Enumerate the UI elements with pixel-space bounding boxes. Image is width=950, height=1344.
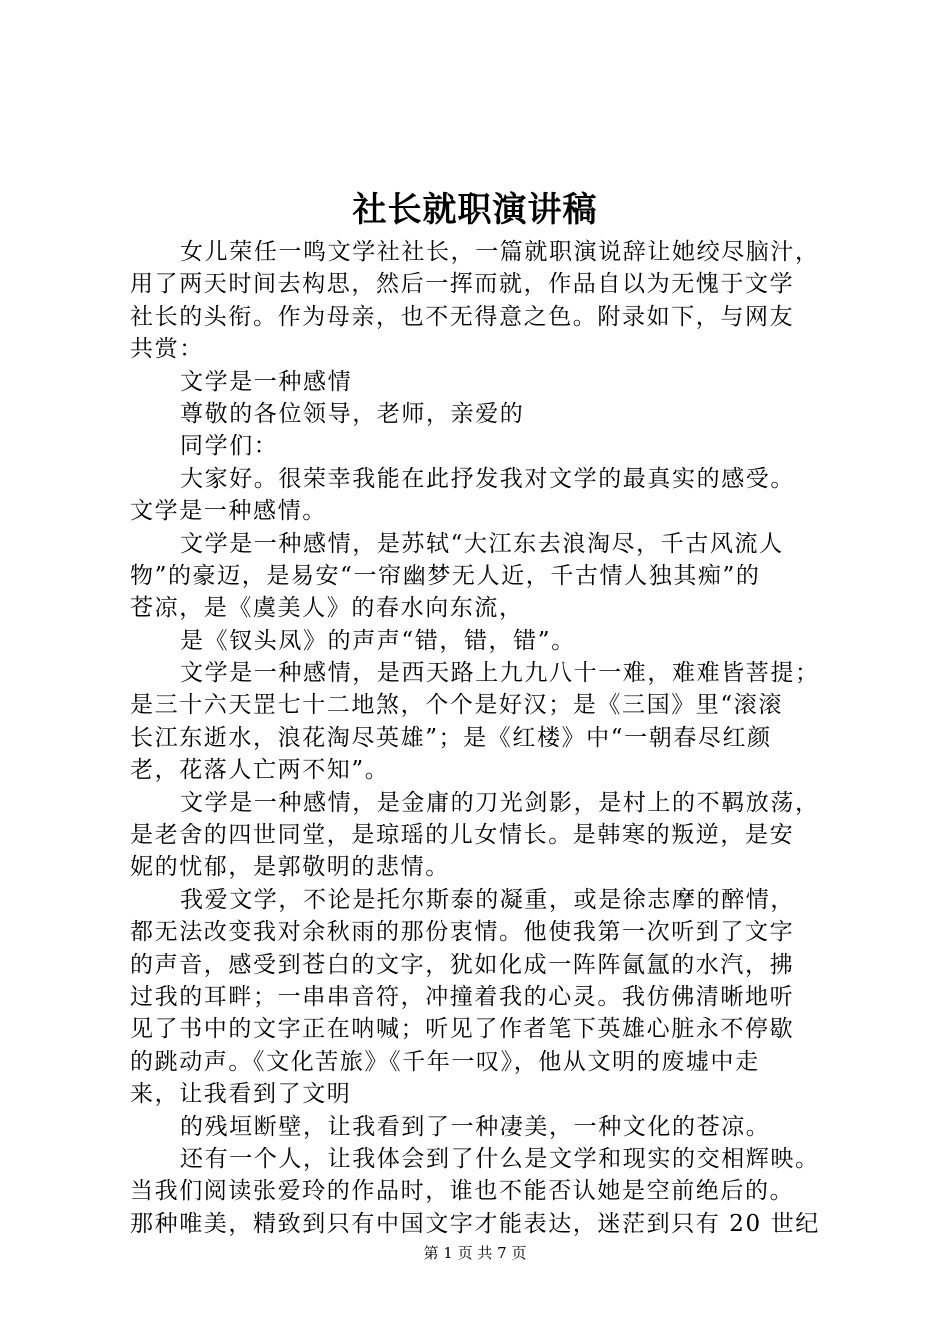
text-line: 文学是一种感情。 [130,498,327,525]
text-line: 女儿荣任一鸣文学社社长，一篇就职演说辞让她绞尽脑汁， [180,239,820,265]
text-line: 大家好。很荣幸我能在此抒发我对文学的最真实的感受。 [180,465,795,492]
text-line: 尊敬的各位领导，老师，亲爱的 [180,400,525,427]
text-line: 过我的耳畔；一串串音符，冲撞着我的心灵。我仿佛清晰地听 [130,983,795,1010]
page-footer: 第 1 页 共 7 页 [423,1244,527,1262]
text-line: 文学是一种感情，是苏轼“大江东去浪淘尽，千古风流人 [180,530,784,557]
text-line: 老，花落人亡两不知”。 [130,757,390,784]
text-line: 当我们阅读张爱玲的作品时，谁也不能否认她是空前绝后的。 [130,1178,795,1205]
text-line: 共赏： [130,336,204,363]
text-line: 社长的头衔。作为母亲，也不无得意之色。附录如下，与网友 [130,303,795,330]
text-line: 苍凉，是《虞美人》的春水向东流， [130,595,524,622]
text-line: 同学们： [180,433,279,460]
text-line: 还有一个人，让我体会到了什么是文学和现实的交相辉映。 [180,1145,820,1172]
text-line: 长江东逝水，浪花淘尽英雄”；是《红楼》中“一朝春尽红颜 [130,724,772,751]
text-line: 文学是一种感情，是金庸的刀光剑影，是村上的不羁放荡， [180,789,820,816]
text-line: 是老舍的四世同堂，是琼瑶的儿女情长。是韩寒的叛逆，是安 [130,822,795,849]
text-line: 文学是一种感情 [180,368,353,395]
document-body [130,236,850,1240]
text-line: 见了书中的文字正在呐喊；听见了作者笔下英雄心脏永不停歇 [130,1016,795,1043]
text-line: 来，让我看到了文明 [130,1081,352,1108]
text-line: 物”的豪迈，是易安“一帘幽梦无人近，千古情人独其痴”的 [130,562,761,589]
text-line: 用了两天时间去构思，然后一挥而就，作品自以为无愧于文学 [130,271,795,298]
text-line: 都无法改变我对余秋雨的那份衷情。他使我第一次听到了文字 [130,919,795,946]
text-line: 的残垣断壁，让我看到了一种凄美，一种文化的苍凉。 [180,1113,771,1140]
text-line: 我爱文学，不论是托尔斯泰的凝重，或是徐志摩的醉情， [180,886,795,913]
text-line: 文学是一种感情，是西天路上九九八十一难，难难皆菩提； [180,660,820,687]
text-line: 的跳动声。《文化苦旅》《千年一叹》，他从文明的废墟中走 [130,1048,760,1075]
text-line: 是三十六天罡七十二地煞，个个是好汉；是《三国》里“滚滚 [130,692,783,719]
text-line: 是《钗头凤》的声声“错，错，错”。 [180,627,576,654]
document-title: 社长就职演讲稿 [352,190,598,230]
text-line: 妮的忧郁，是郭敬明的悲情。 [130,854,450,881]
text-line: 那种唯美，精致到只有中国文字才能表达，迷茫到只有 20 世纪 [130,1210,820,1237]
text-line: 的声音，感受到苍白的文字，犹如化成一阵阵氤氲的水汽，拂 [130,951,795,978]
